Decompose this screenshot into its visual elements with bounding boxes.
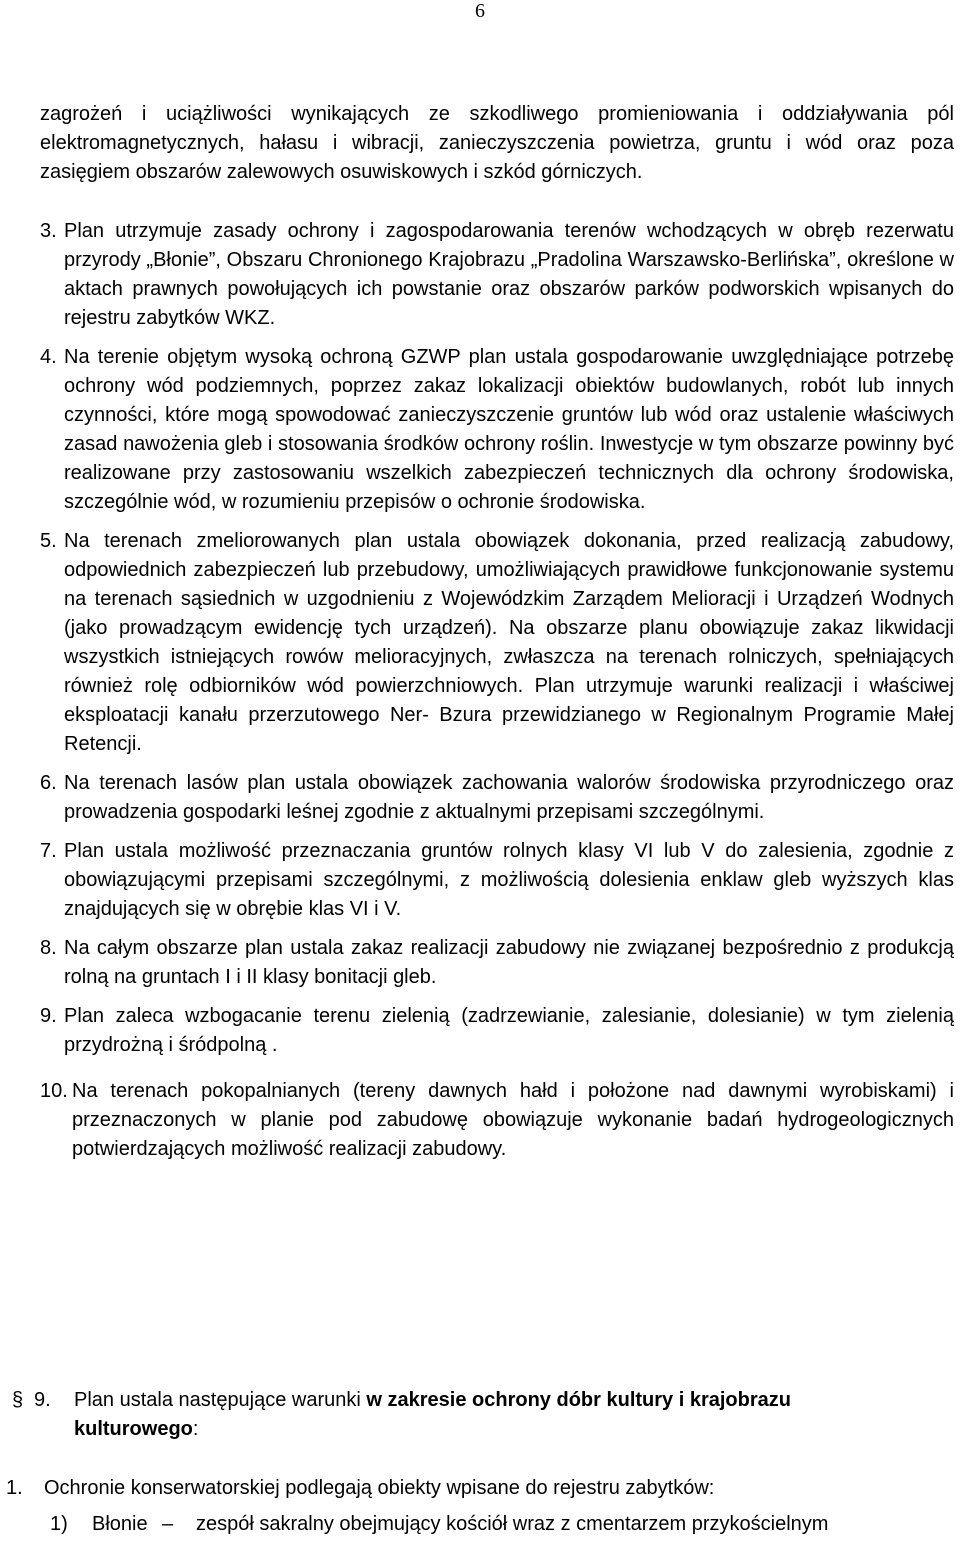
section-heading — [12, 1386, 852, 1444]
list-number: 6. — [40, 772, 57, 794]
list-item-10 — [40, 1077, 954, 1164]
list-item-9 — [40, 1002, 954, 1060]
monument-description: zespół sakralny obejmujący kościół wraz z cmentarzem przykościelnym — [196, 1513, 829, 1535]
list-number: 4. — [40, 346, 57, 368]
list-item-5 — [40, 527, 954, 759]
sub-sub-list-number: 1) — [50, 1513, 68, 1535]
list-text: Na terenach zmeliorowanych plan ustala obowiązek dokonania, przed realizacją zabudowy, odpowiednich zabezpieczeń lub przebudowy, umożliwiających prawidłowe funkcjonowanie systemu na terenach sąsiednich w uzgodnieniu z Wojewódzkim Zarządem Melioracji i Urządzeń Wodnych (jako prowadzącym ewidencję tych urządzeń). Na obszarze planu obowiązuje zakaz likwidacji wszystkich istniejących rowów melioracyjnych, zwłaszcza na terenach rolniczych, spełniających również rolę odbiorników wód powierzchniowych. Plan utrzymuje warunki realizacji i właściwej eksploatacji kanału przerzutowego Ner- Bzura przewidzianego w Regionalnym Programie Małej Retencji. — [64, 530, 954, 755]
monument-name: Błonie — [92, 1513, 148, 1535]
list-text: Na terenach pokopalnianych (tereny dawnych hałd i położone nad dawnymi wyrobiskami) i przeznaczonych w planie pod zabudowę obowiązuje wykonanie badań hydrogeologicznych potwierdzających możliwość realizacji zabudowy. — [72, 1080, 954, 1160]
sub-sub-list-item — [50, 1510, 956, 1539]
list-number: 5. — [40, 530, 57, 552]
list-item-6 — [40, 769, 954, 827]
section-text-tail: : — [192, 1418, 199, 1440]
list-text: Plan utrzymuje zasady ochrony i zagospodarowania terenów wchodzących w obręb rezerwatu przyrody „Błonie”, Obszaru Chronionego Krajobrazu „Pradolina Warszawsko-Berlińska”, określone w aktach prawnych powołujących ich powstanie oraz obszarów parków podworskich wpisanych do rejestru zabytków WKZ. — [64, 220, 954, 329]
section-number: 9. — [34, 1389, 51, 1411]
list-text: Na całym obszarze plan ustala zakaz realizacji zabudowy nie związanej bezpośrednio z produkcją rolną na gruntach I i II klasy bonitacji gleb. — [64, 937, 954, 988]
list-number: 9. — [40, 1005, 57, 1027]
section-text-bold: w zakresie ochrony dóbr kultury i krajobrazu kulturowego — [74, 1389, 791, 1440]
list-number: 8. — [40, 937, 57, 959]
dash: – — [162, 1513, 174, 1535]
section-text — [74, 1386, 852, 1444]
list-number: 10. — [40, 1080, 68, 1102]
list-item-4 — [40, 343, 954, 517]
continuation-paragraph: zagrożeń i uciążliwości wynikających ze szkodliwego promieniowania i oddziaływania pól elektromagnetycznych, hałasu i wibracji, zanieczyszczenia powietrza, gruntu i wód oraz poza zasięgiem obszarów zalewowych osuwiskowych i szkód górniczych. — [40, 103, 954, 183]
list-text: Na terenach lasów plan ustala obowiązek zachowania walorów środowiska przyrodniczego oraz prowadzenia gospodarki leśnej zgodnie z aktualnymi przepisami szczególnymi. — [64, 772, 954, 823]
page-number: 6 — [475, 0, 485, 22]
section-marker: § — [12, 1389, 24, 1411]
list-item-8 — [40, 934, 954, 992]
sub-list-item — [6, 1474, 946, 1503]
list-item-3 — [40, 217, 954, 333]
list-number: 3. — [40, 220, 57, 242]
list-text: Na terenie objętym wysoką ochroną GZWP plan ustala gospodarowanie uwzględniające potrzebę ochrony wód podziemnych, poprzez zakaz lokalizacji obiektów budowlanych, robót lub innych czynności, które mogą spowodować zanieczyszczenie gruntów lub wód oraz ustalenie właściwych zasad nawożenia gleb i stosowania środków ochrony roślin. Inwestycje w tym obszarze powinny być realizowane przy zastosowaniu wszelkich zabezpieczeń technicznych dla ochrony środowiska, szczególnie wód, w rozumieniu przepisów o ochronie środowiska. — [64, 346, 954, 513]
sub-list-number: 1. — [6, 1477, 23, 1499]
list-number: 7. — [40, 840, 57, 862]
list-text: Plan zaleca wzbogacanie terenu zielenią (zadrzewianie, zalesianie, dolesianie) w tym zielenią przydrożną i śródpolną . — [64, 1005, 954, 1056]
list-text: Plan ustala możliwość przeznaczania gruntów rolnych klasy VI lub V do zalesienia, zgodnie z obowiązującymi przepisami szczególnymi, z możliwością dolesienia enklaw gleb wyższych klas znajdujących się w obrębie klas VI i V. — [64, 840, 954, 920]
document-body — [40, 100, 954, 1164]
sub-list-text: Ochronie konserwatorskiej podlegają obiekty wpisane do rejestru zabytków: — [44, 1477, 715, 1499]
section-text-plain: Plan ustala następujące warunki — [74, 1389, 367, 1411]
list-item-7 — [40, 837, 954, 924]
